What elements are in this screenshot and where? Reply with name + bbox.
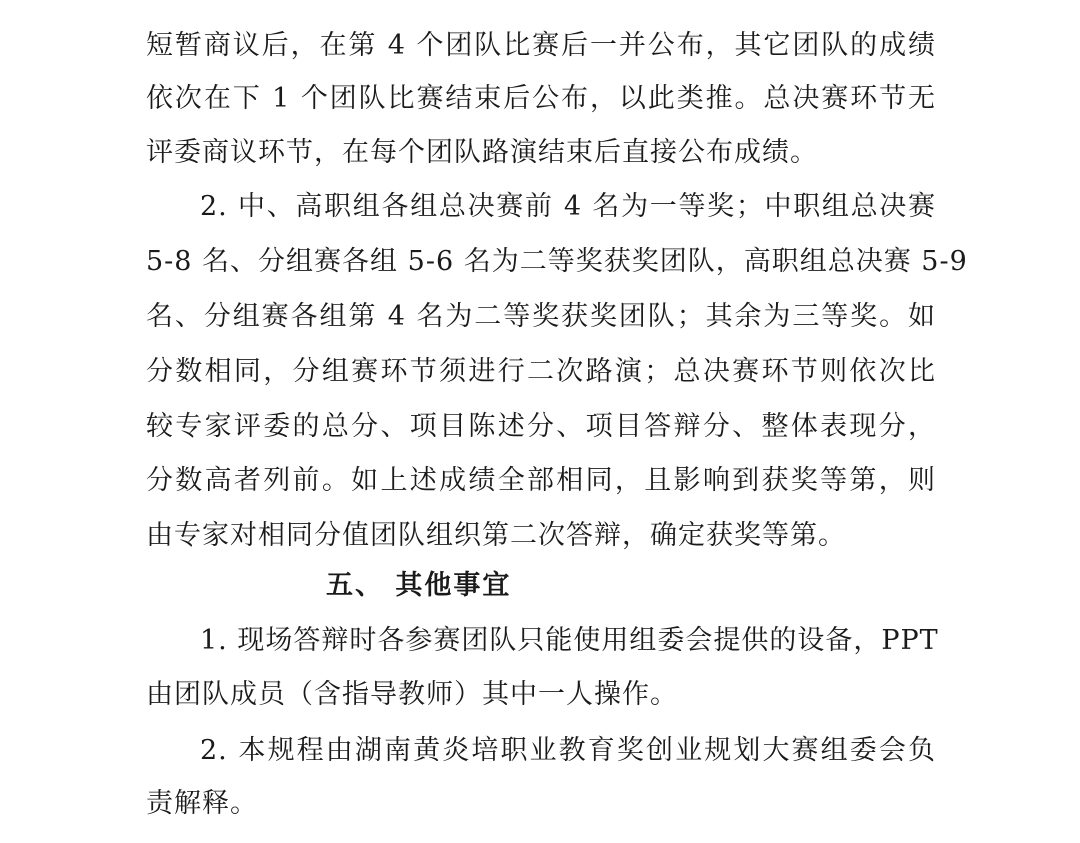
text-line: 短暂商议后，在第 4 个团队比赛后一并公布，其它团队的成绩 <box>146 30 936 61</box>
text-line: 1. 现场答辩时各参赛团队只能使用组委会提供的设备，PPT <box>200 625 939 656</box>
text-line: 2. 中、高职组各组总决赛前 4 名为一等奖；中职组总决赛 <box>200 191 936 222</box>
text-line: 评委商议环节，在每个团队路演结束后直接公布成绩。 <box>146 137 818 168</box>
text-line: 较专家评委的总分、项目陈述分、项目答辩分、整体表现分， <box>146 411 936 442</box>
text-line: 由专家对相同分值团队组织第二次答辩，确定获奖等第。 <box>146 520 846 551</box>
text-line: 2. 本规程由湖南黄炎培职业教育奖创业规划大赛组委会负 <box>200 735 936 766</box>
text-line: 由团队成员（含指导教师）其中一人操作。 <box>146 679 678 710</box>
text-line: 分数高者列前。如上述成绩全部相同，且影响到获奖等第，则 <box>146 465 936 496</box>
text-line: 名、分组赛各组第 4 名为二等奖获奖团队；其余为三等奖。如 <box>146 301 936 332</box>
section-heading: 五、 其他事宜 <box>326 570 512 601</box>
text-line: 5-8 名、分组赛各组 5-6 名为二等奖获奖团队，高职组总决赛 5-9 <box>146 246 968 277</box>
text-line: 分数相同，分组赛环节须进行二次路演；总决赛环节则依次比 <box>146 356 936 387</box>
text-line: 依次在下 1 个团队比赛结束后公布，以此类推。总决赛环节无 <box>146 83 936 114</box>
text-line: 责解释。 <box>146 788 258 819</box>
